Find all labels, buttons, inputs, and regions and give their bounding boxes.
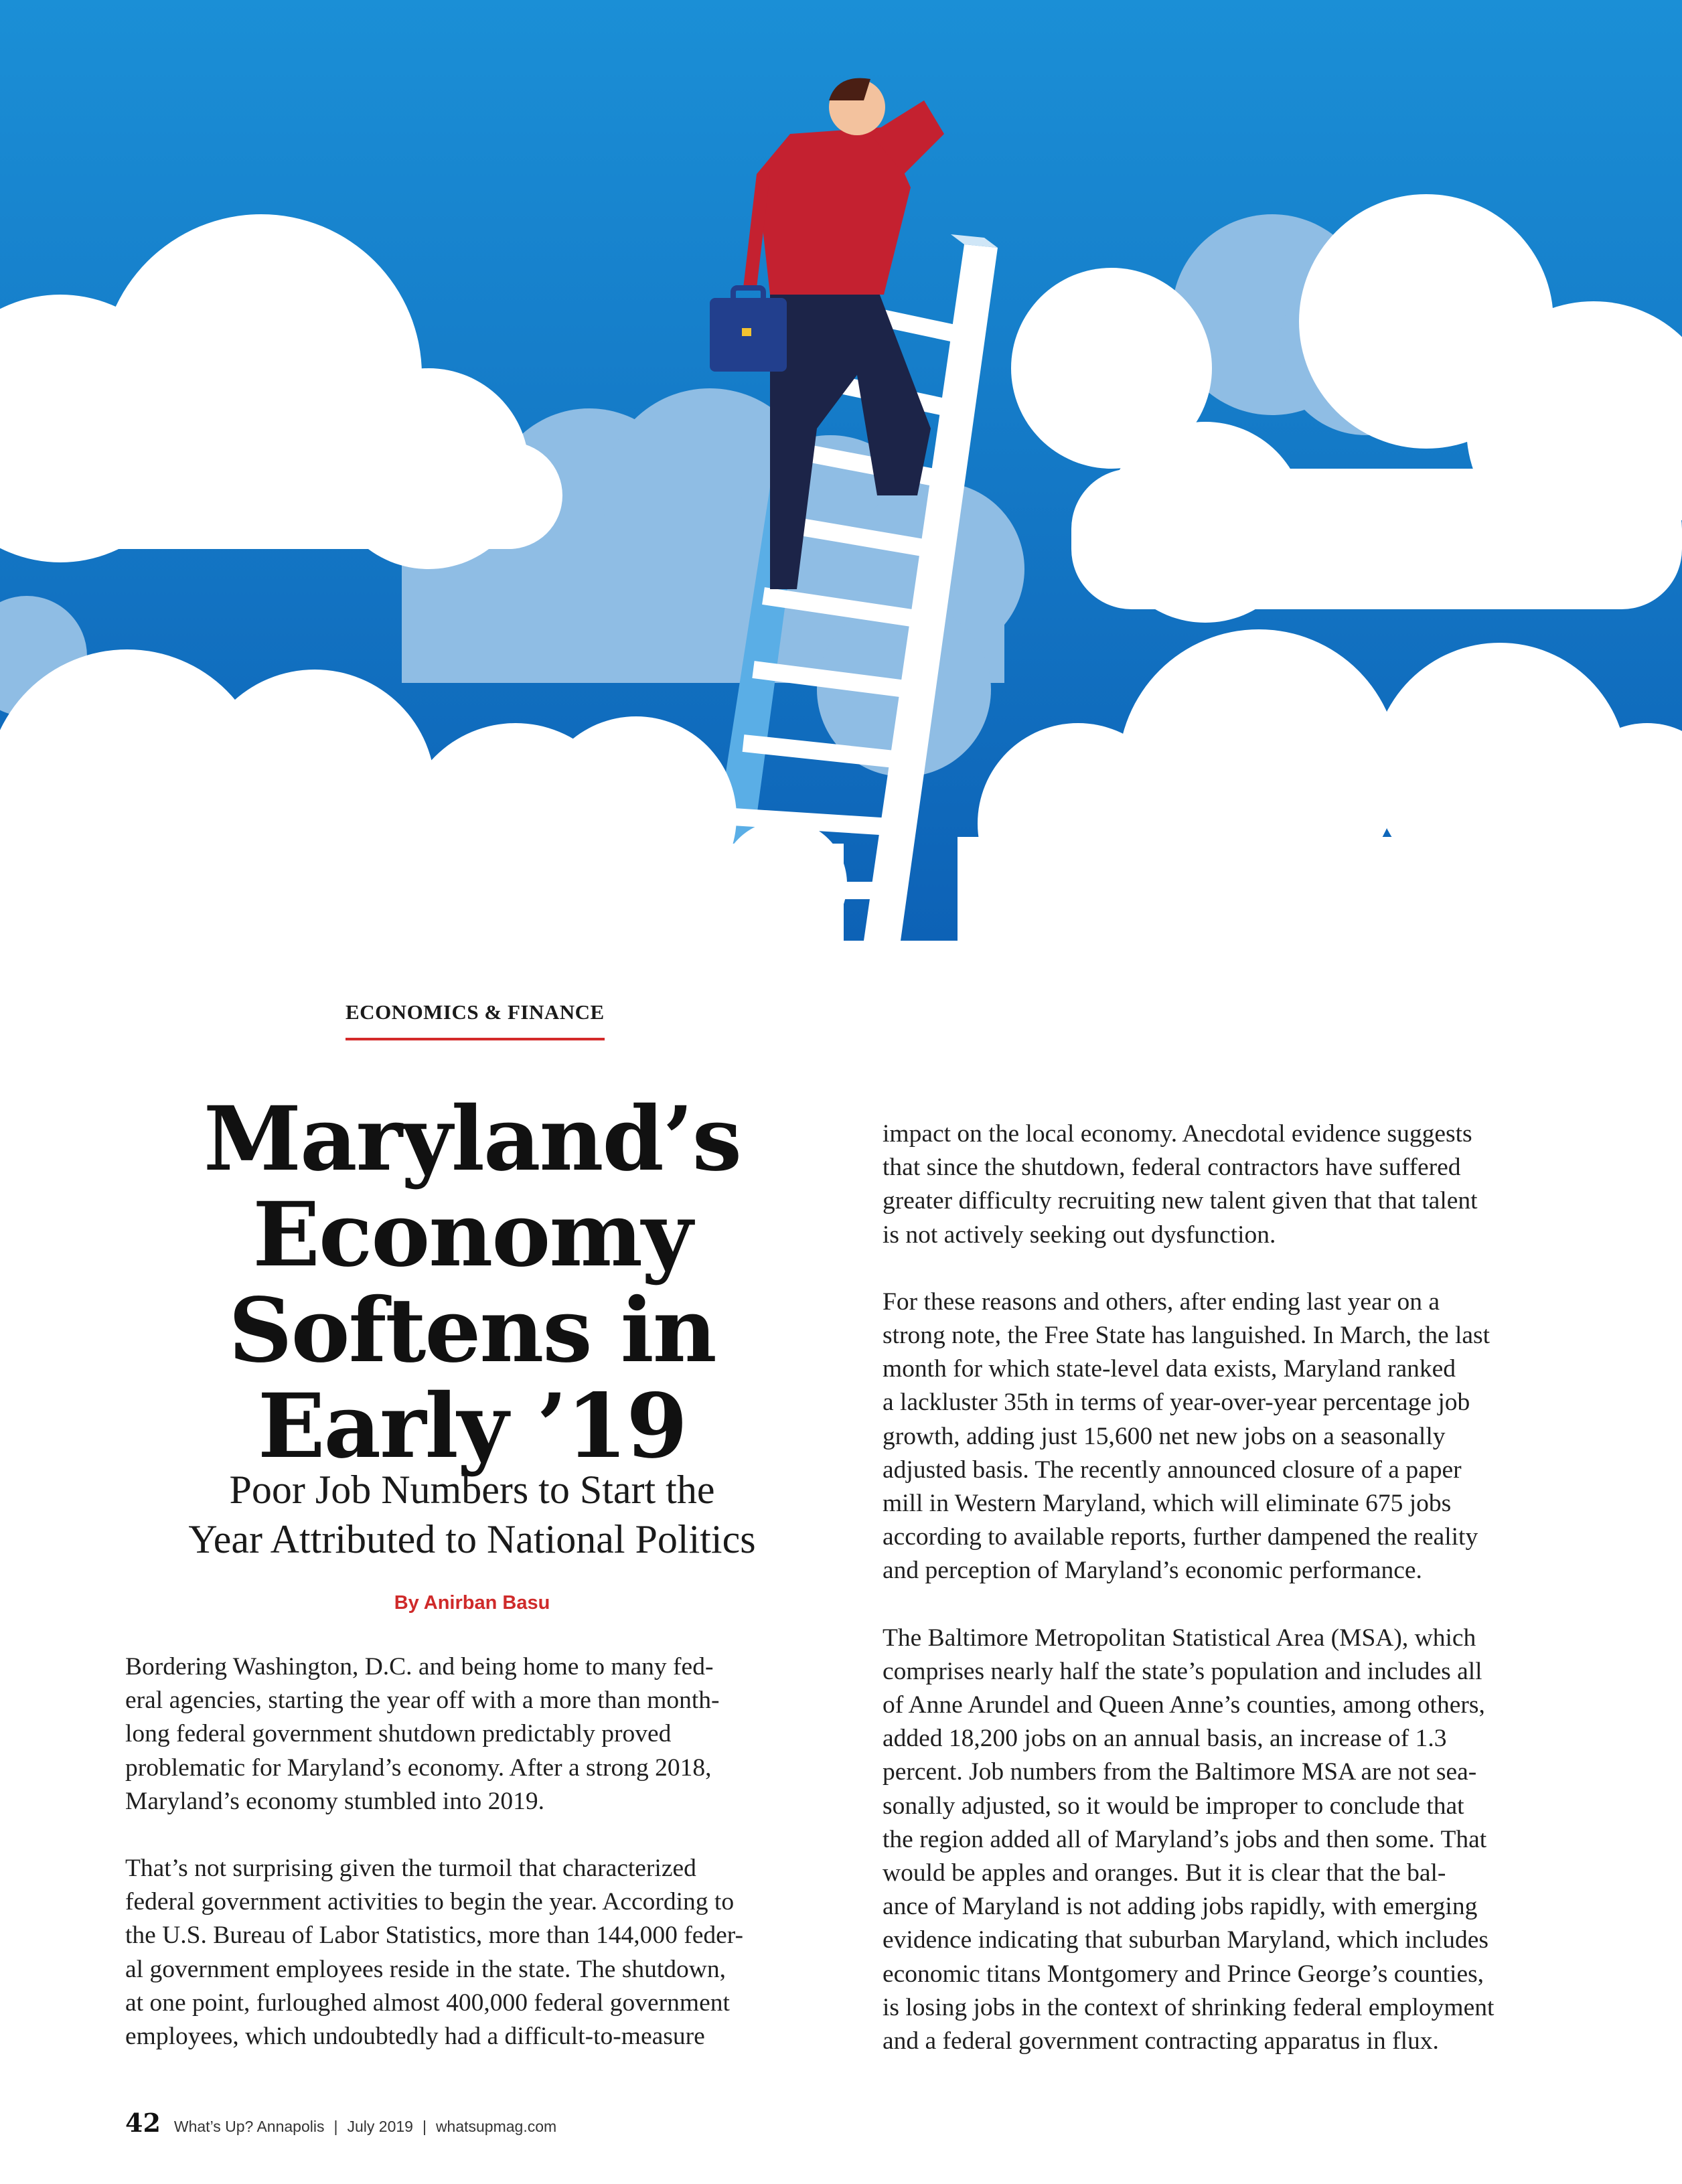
headline-line: Maryland’s xyxy=(203,1087,741,1191)
subheadline-line: Poor Job Numbers to Start the xyxy=(229,1468,715,1512)
article-column-right xyxy=(883,1117,1572,2058)
text-line: Bordering Washington, D.C. and being home to many fed- xyxy=(125,1653,714,1681)
paragraph xyxy=(125,1852,815,2053)
text-line: problematic for Maryland’s economy. After a strong 2018, xyxy=(125,1753,712,1782)
text-line: month for which state-level data exists, Maryland ranked xyxy=(883,1355,1456,1383)
subheadline xyxy=(114,1465,830,1564)
text-line: at one point, furloughed almost 400,000 federal government xyxy=(125,1988,730,2017)
paragraph xyxy=(883,1622,1572,2059)
text-line: of Anne Arundel and Queen Anne’s counties, among others, xyxy=(883,1691,1485,1719)
text-line: is losing jobs in the context of shrinking federal employment xyxy=(883,1993,1495,2021)
subheadline-line: Year Attributed to National Politics xyxy=(188,1517,756,1561)
text-line: percent. Job numbers from the Baltimore MSA are not sea- xyxy=(883,1758,1477,1786)
separator: | xyxy=(422,2118,427,2135)
text-line: eral agencies, starting the year off with a more than month- xyxy=(125,1687,720,1715)
ladder-clouds-illustration xyxy=(0,0,1682,941)
paragraph xyxy=(125,1650,815,1818)
publication-name: What’s Up? Annapolis xyxy=(173,2118,325,2135)
headline xyxy=(114,1087,830,1478)
text-line: Maryland’s economy stumbled into 2019. xyxy=(125,1787,544,1815)
text-line: the region added all of Maryland’s jobs and then some. That xyxy=(883,1825,1487,1853)
article-column-left xyxy=(125,1650,815,2053)
text-line: federal government activities to begin the year. According to xyxy=(125,1888,735,1916)
text-line: and perception of Maryland’s economic performance. xyxy=(883,1557,1422,1585)
byline: By Anirban Basu xyxy=(394,1592,550,1614)
text-line: strong note, the Free State has languished. In March, the last xyxy=(883,1322,1490,1350)
text-line: sonally adjusted, so it would be improper to conclude that xyxy=(883,1792,1464,1820)
text-line: the U.S. Bureau of Labor Statistics, more than 144,000 feder- xyxy=(125,1922,743,1950)
text-line: For these reasons and others, after ending last year on a xyxy=(883,1288,1440,1316)
text-line: and a federal government contracting apparatus in flux. xyxy=(883,2027,1439,2055)
text-line: al government employees reside in the state. The shutdown, xyxy=(125,1955,726,1983)
text-line: is not actively seeking out dysfunction. xyxy=(883,1221,1276,1249)
text-line: economic titans Montgomery and Prince George’s counties, xyxy=(883,1960,1484,1988)
text-line: evidence indicating that suburban Maryland, which includes xyxy=(883,1926,1488,1954)
section-label: ECONOMICS & FINANCE xyxy=(346,1000,605,1040)
text-line: adjusted basis. The recently announced closure of a paper xyxy=(883,1456,1462,1484)
footer-info xyxy=(174,2118,556,2136)
text-line: ance of Maryland is not adding jobs rapidly, with emerging xyxy=(883,1893,1478,1921)
issue-date: July 2019 xyxy=(347,2118,413,2135)
page-footer xyxy=(125,2108,556,2138)
text-line: long federal government shutdown predictably proved xyxy=(125,1720,672,1748)
text-line: employees, which undoubtedly had a difficult-to-measure xyxy=(125,2023,705,2051)
text-line: growth, adding just 15,600 net new jobs on a seasonally xyxy=(883,1422,1446,1450)
headline-line: Softens in xyxy=(228,1279,716,1383)
paragraph xyxy=(883,1285,1572,1588)
text-line: greater difficulty recruiting new talent given that that talent xyxy=(883,1187,1478,1215)
headline-line: Economy xyxy=(252,1183,692,1287)
text-line: a lackluster 35th in terms of year-over-year percentage job xyxy=(883,1389,1470,1417)
hero-illustration xyxy=(0,0,1682,941)
website: whatsupmag.com xyxy=(435,2118,557,2135)
text-line: mill in Western Maryland, which will eliminate 675 jobs xyxy=(883,1490,1452,1518)
paragraph xyxy=(883,1117,1572,1252)
headline-line: Early ’19 xyxy=(257,1375,687,1478)
text-line: would be apples and oranges. But it is clear that the bal- xyxy=(883,1859,1446,1887)
text-line: impact on the local economy. Anecdotal evidence suggests xyxy=(883,1120,1472,1148)
text-line: The Baltimore Metropolitan Statistical Area (MSA), which xyxy=(883,1624,1476,1652)
text-line: according to available reports, further dampened the reality xyxy=(883,1523,1478,1551)
text-line: that since the shutdown, federal contractors have suffered xyxy=(883,1154,1461,1182)
text-line: That’s not surprising given the turmoil that characterized xyxy=(125,1855,696,1883)
text-line: comprises nearly half the state’s population and includes all xyxy=(883,1657,1482,1685)
page-number: 42 xyxy=(125,2108,161,2138)
text-line: added 18,200 jobs on an annual basis, an increase of 1.3 xyxy=(883,1725,1447,1753)
separator: | xyxy=(333,2118,338,2135)
